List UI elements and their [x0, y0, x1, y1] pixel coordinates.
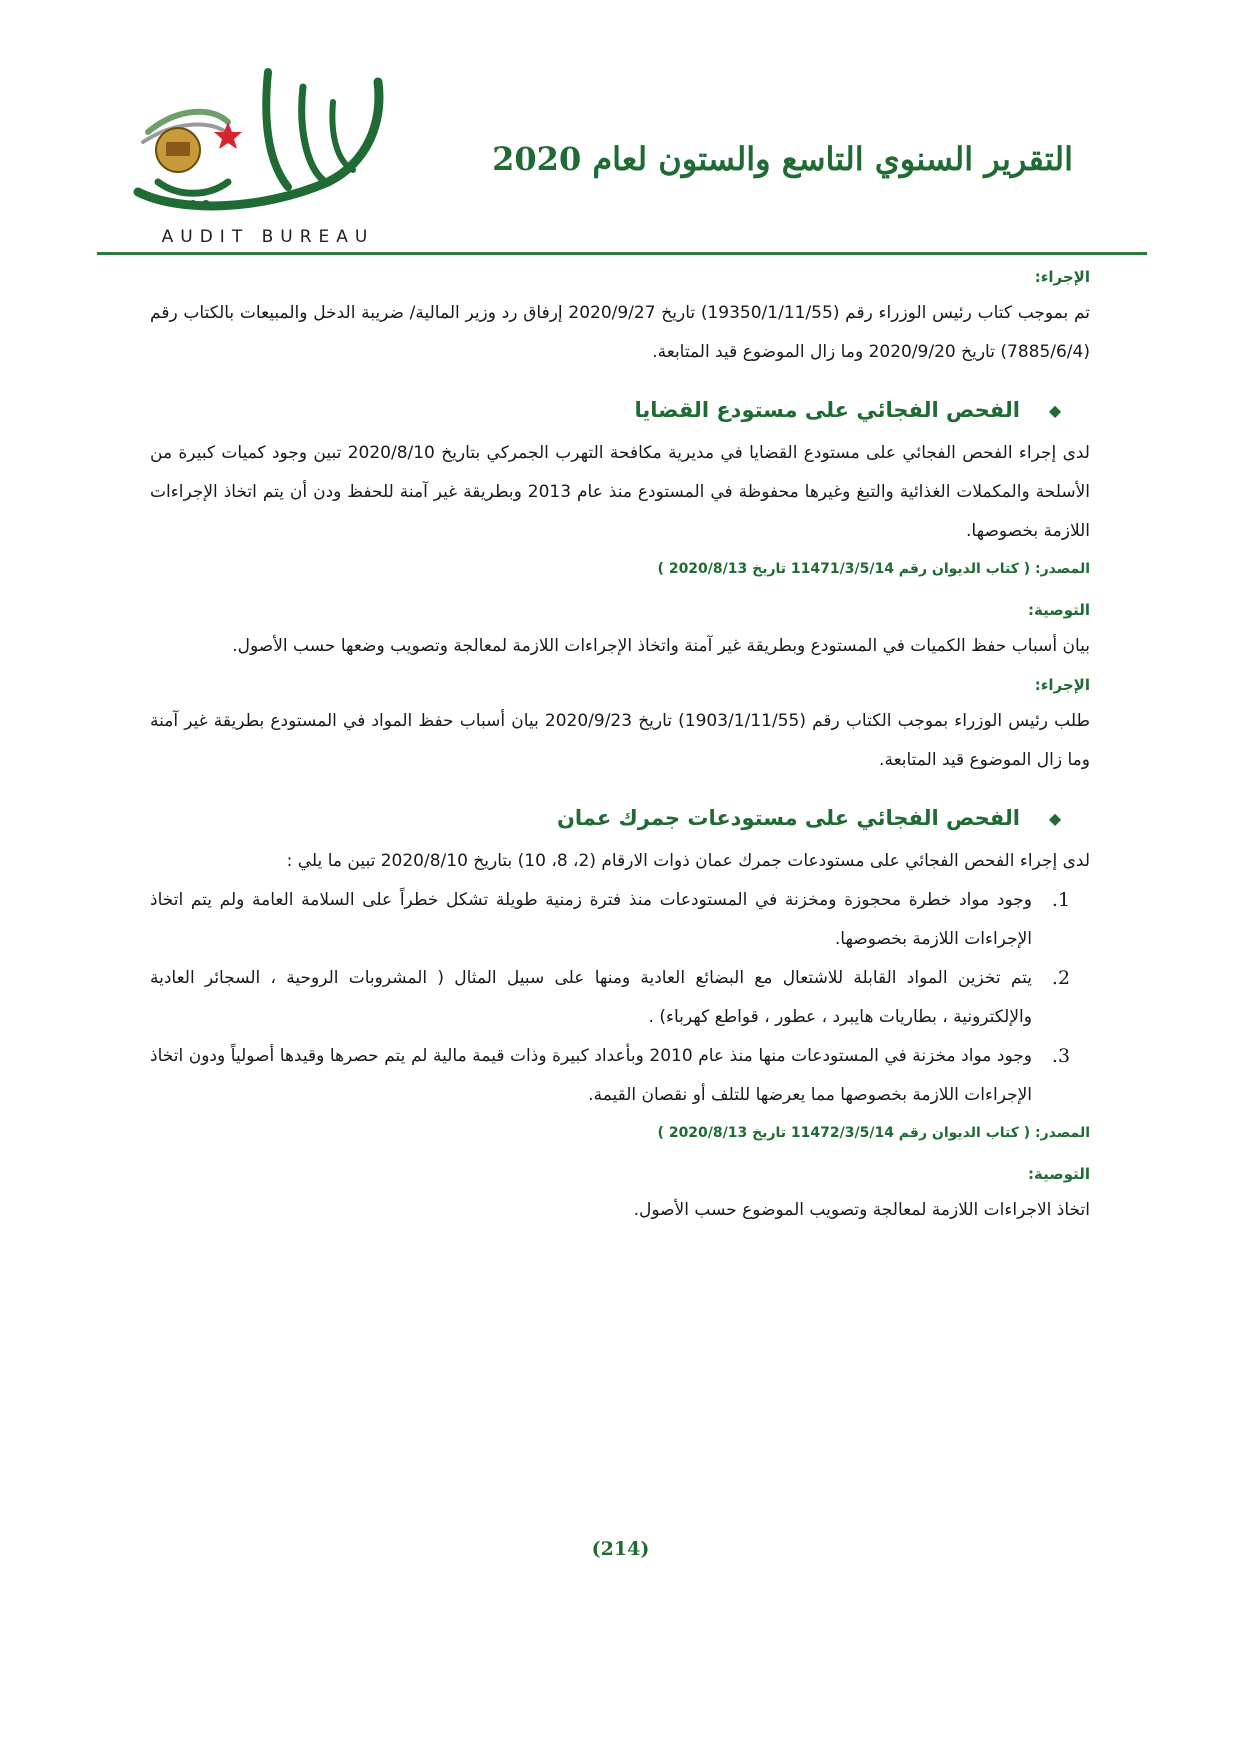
diamond-bullet-icon: ◆ — [1048, 400, 1062, 420]
page-number: (214) — [591, 1538, 650, 1560]
list-item — [150, 1037, 1090, 1115]
list-item-number: 2. — [1051, 967, 1071, 989]
section-heading-text: الفحص الفجائي على مستودع القضايا — [634, 398, 1020, 422]
header-divider — [97, 252, 1147, 255]
section-heading-text: الفحص الفجائي على مستودعات جمرك عمان — [556, 806, 1020, 830]
recommendation-text: اتخاذ الاجراءات اللازمة لمعالجة وتصويب الموضوع حسب الأصول. — [633, 1200, 1090, 1220]
audit-bureau-logo — [118, 62, 418, 252]
section-paragraph: لدى إجراء الفحص الفجائي على مستودع القضايا في مديرية مكافحة التهرب الجمركي بتاريخ 2020/8/10 تبين وجود كميات كبيرة من الأسلحة والمكملات الغذائية والتبغ وغيرها محفوظة في المستودع منذ عام 2013 وبطريقة غير آمنة للحفظ ودن أن يتم اتخاذ الإجراءات اللازمة بخصوصها. — [150, 443, 1090, 541]
list-item-text: يتم تخزين المواد القابلة للاشتعال مع البضائع العادية ومنها على سبيل المثال ( المشروبات الروحية ، السجائر العادية والإلكترونية ، بطاريات هايبرد ، عطور ، قواطع كهرباء) . — [150, 968, 1032, 1027]
list-item-text: وجود مواد خطرة محجوزة ومخزنة في المستودعات منذ فترة زمنية طويلة تشكل خطراً على السلامة العامة ولم يتم اتخاذ الإجراءات اللازمة بخصوصها. — [150, 890, 1032, 949]
findings-list — [150, 881, 1090, 1115]
list-item-number: 1. — [1051, 889, 1071, 911]
page-header — [0, 0, 1241, 260]
source-citation: المصدر: ( كتاب الديوان رقم 11472/3/5/14 تاريخ 2020/8/13 ) — [657, 1125, 1090, 1141]
procedure-label: الإجراء: — [1034, 676, 1090, 694]
procedure-text: طلب رئيس الوزراء بموجب الكتاب رقم (1903/1/11/55) تاريخ 2020/9/23 بيان أسباب حفظ المواد في المستودع بطريقة غير آمنة وما زال الموضوع قيد المتابعة. — [150, 711, 1090, 770]
section-heading — [150, 398, 1090, 422]
source-citation: المصدر: ( كتاب الديوان رقم 11471/3/5/14 تاريخ 2020/8/13 ) — [657, 561, 1090, 577]
logo-emblem — [118, 62, 418, 227]
list-item — [150, 881, 1090, 959]
diamond-bullet-icon: ◆ — [1048, 808, 1062, 828]
list-item — [150, 959, 1090, 1037]
procedure-label: الإجراء: — [1034, 268, 1090, 286]
logo-arabic — [418, 62, 419, 63]
recommendation-label: التوصية: — [1027, 601, 1090, 619]
recommendation-label: التوصية: — [1027, 1165, 1090, 1183]
section-heading — [150, 806, 1090, 830]
section-paragraph: لدى إجراء الفحص الفجائي على مستودعات جمرك عمان ذوات الارقام (2، 8، 10) بتاريخ 2020/8/10 تبين ما يلي : — [286, 851, 1090, 871]
page-content — [150, 268, 1090, 1230]
report-title: التقرير السنوي التاسع والستون لعام 2020 — [492, 140, 1073, 178]
list-item-number: 3. — [1051, 1045, 1071, 1067]
list-item-text: وجود مواد مخزنة في المستودعات منها منذ عام 2010 وبأعداد كبيرة وذات قيمة مالية لم يتم حصرها وقيدها أصولياً ودون اتخاذ الإجراءات اللازمة بخصوصها مما يعرضها للتلف أو نقصان القيمة. — [150, 1046, 1032, 1105]
recommendation-text: بيان أسباب حفظ الكميات في المستودع وبطريقة غير آمنة واتخاذ الإجراءات اللازمة لمعالجة وتصويب وضعها حسب الأصول. — [232, 636, 1090, 656]
procedure-text: تم بموجب كتاب رئيس الوزراء رقم (19350/1/11/55) تاريخ 2020/9/27 إرفاق رد وزير المالية/ ضريبة الدخل والمبيعات بالكتاب رقم (7885/6/4) تاريخ 2020/9/20 وما زال الموضوع قيد المتابعة. — [150, 303, 1091, 362]
logo-text: AUDIT BUREAU — [161, 227, 375, 247]
